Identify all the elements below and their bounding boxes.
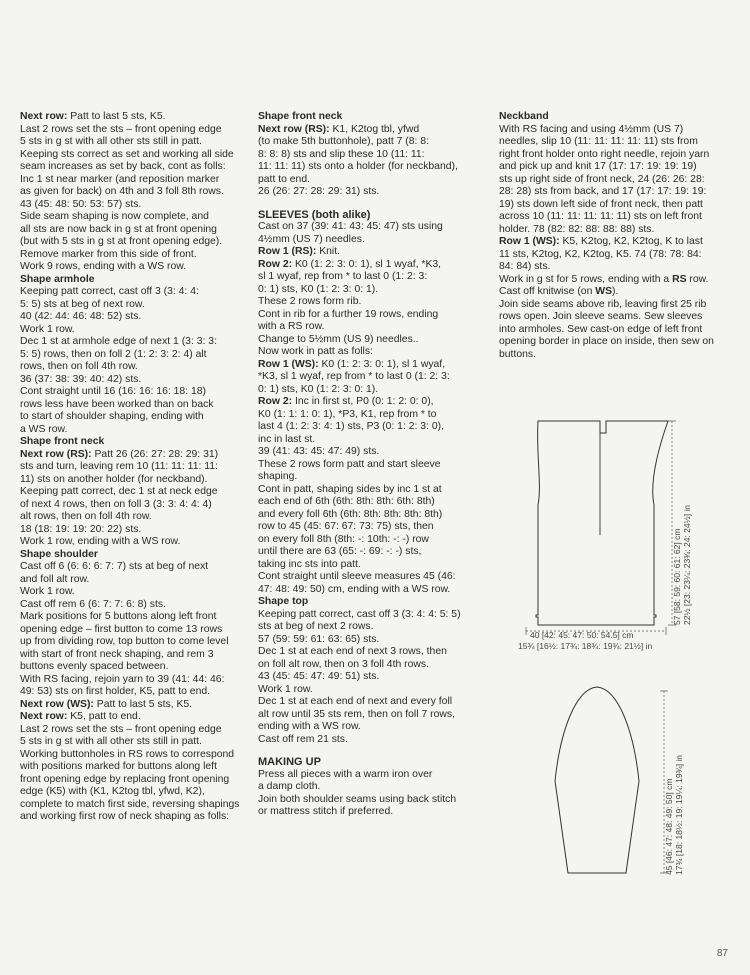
page-number: 87	[716, 948, 728, 959]
paragraph-text: K0 (1: 2: 3: 0: 1), sl 1 wyaf, *K3, sl 1 wyaf, rep from * to last 0 (1: 2: 3: 0: 1) sts, K0 (1: 2: 3: 0: 1). These 2 rows form rib. Cont in rib for a further 19 rows, ending with a RS row. Change to 5½mm (US 9) needles.. Now work in patt as folls:	[258, 258, 442, 357]
row-label: Next row (RS):	[20, 448, 92, 460]
paragraph	[258, 124, 480, 199]
subheading: Shape shoulder	[20, 548, 98, 560]
paragraph-text: Inc in first st, P0 (0: 1: 2: 0: 0), K0 (1: 1: 1: 0: 1), *P3, K1, rep from * to last 4 (1: 2: 3: 4: 1) sts, P3 (0: 1: 2: 3: 0), inc in last st. 39 (41: 43: 45: 47: 49) sts. These 2 rows form patt and start sleeve shaping. Cont in patt, shaping sides by inc 1 st at each end of 6th (6th: 8th: 8th: 6th: 8th) and every foll 6th (6th: 8th: 8th: 8th: 8th) row to 45 (45: 67: 67: 73: 75) sts, then on every foll 8th (8th: -: 10th: -: -) row until there are 63 (65: -: 69: -: -) sts, taking inc sts into patt. Cont straight until sleeve measures 45 (46: 47: 48: 49: 50) cm, ending with a WS row.	[258, 396, 456, 595]
subheading: Shape front neck	[20, 436, 105, 447]
sleeve-outline	[555, 687, 639, 873]
paragraph-text: Knit.	[316, 246, 340, 257]
paragraph	[258, 359, 480, 397]
paragraph-text: Press all pieces with a warm iron over a damp cloth. Join both shoulder seams using back stitch or mattress stitch if preferred.	[258, 768, 457, 817]
row-label: Row 1 (WS):	[499, 236, 560, 247]
paragraph-text: Keeping patt correct, cast off 3 (3: 4: 4: 5: 5) sts at beg of next row. 40 (42: 44: 46: 48: 52) sts. Work 1 row. Dec 1 st at armhole edge of next 1 (3: 3: 3: 5: 5) rows, then on foll 2 (1: 2: 3: 2: 4) alt rows, then on foll 4th row. 36 (37: 38: 39: 40: 42) sts. Cont straight until 16 (16: 16: 16: 18: 18) rows less have been worked than on back to start of shoulder shaping, ending with a WS row.	[20, 286, 217, 435]
paragraph-text: K1, K2tog tbl, yfwd (to make 5th buttonhole), patt 7 (8: 8: 8: 8: 8) sts and slip these 10 (11: 11: 11: 11: 11) sts onto a holder (for neckband), patt to end. 26 (26: 27: 28: 29: 31) sts.	[258, 123, 458, 197]
paragraph	[20, 711, 248, 824]
paragraph-text: Patt 26 (26: 27: 28: 29: 31) sts and turn, leaving rem 10 (11: 11: 11: 11: 11) sts on another holder (for neckband). Keeping patt correct, dec 1 st at neck edge of next 4 rows, then on foll 3 (3: 3: 4: 4: 4) alt rows, then on foll 4th row. 18 (18: 19: 19: 20: 22) sts. Work 1 row, ending with a WS row.	[20, 448, 219, 547]
paragraph	[258, 769, 480, 819]
column-2	[258, 111, 480, 819]
paragraph-text: Join side seams above rib, leaving first 25 rib rows open. Join sleeve seams. Sew sleeves into armholes. Sew cast-on edge of left front opening border in place on inside, then sew on buttons.	[499, 298, 714, 360]
row-label: Row 1 (WS):	[258, 358, 319, 370]
paragraph-text: Keeping patt correct, cast off 3 (3: 4: 4: 5: 5) sts at beg of next 2 rows. 57 (59: 59: 61: 63: 65) sts. Dec 1 st at each end of next 3 rows, then on foll alt row, then on 3 foll 4th rows. 43 (45: 45: 47: 49: 51) sts. Work 1 row. Dec 1 st at each end of next and every foll alt row until 35 sts rem, then on foll 7 rows, ending with a WS row. Cast off rem 21 sts.	[258, 608, 461, 745]
paragraph	[258, 609, 480, 747]
paragraph	[20, 699, 248, 712]
paragraph	[258, 246, 480, 259]
row-label: Next row:	[20, 111, 68, 122]
paragraph-text: ).	[612, 286, 619, 297]
subheading: Neckband	[499, 111, 549, 122]
subheading: Shape front neck	[258, 111, 343, 122]
paragraph	[499, 299, 731, 362]
column-1	[20, 111, 248, 824]
paragraph-text: Cast off 6 (6: 6: 6: 7: 7) sts at beg of next and foll alt row. Work 1 row. Cast off rem 6 (6: 7: 7: 6: 8) sts. Mark positions for 5 buttons along left front opening edge – first button to come 13 rows up from dividing row, top button to come level with start of front neck shaping, and rem 3 buttons evenly spaced between. With RS facing, rejoin yarn to 39 (41: 44: 46: 49: 53) sts on first holder, K5, patt to end.	[20, 561, 229, 697]
row-label: Next row:	[20, 711, 68, 722]
inline-bold: RS	[672, 273, 687, 285]
row-label: Next row (WS):	[20, 698, 94, 710]
paragraph-text: Patt to last 5 sts, K5.	[93, 698, 193, 710]
paragraph	[20, 561, 248, 699]
paragraph	[20, 286, 248, 436]
body-outline	[536, 421, 668, 625]
row-label: Row 1 (RS):	[258, 246, 317, 257]
garment-diagram	[500, 415, 740, 895]
paragraph	[258, 221, 480, 246]
paragraph-text: K0 (1: 2: 3: 0: 1), sl 1 wyaf, *K3, sl 1 wyaf, rep from * to last 0 (1: 2: 3: 0: 1) sts, K0 (1: 2: 3: 0: 1).	[258, 358, 450, 395]
column-3	[499, 111, 731, 361]
body-height-inches: 22½ [23: 23¼: 23¾: 24: 24½] in	[682, 504, 692, 625]
subheading: Shape top	[258, 596, 309, 607]
paragraph	[258, 396, 480, 596]
paragraph-text: K5, K2tog, K2, K2tog, K to last 11 sts, K2tog, K2, K2tog, K5. 74 (78: 78: 84: 84: 84) sts. Work in g st for 5 rows, ending with a	[499, 236, 703, 285]
sleeve-length-inches: 17¾ [18: 18½: 19: 19¼: 19¾] in	[674, 754, 684, 875]
row-label: Row 2:	[258, 396, 293, 407]
paragraph	[258, 259, 480, 359]
section-heading: MAKING UP	[258, 756, 321, 768]
paragraph-text: Patt to last 5 sts, K5. Last 2 rows set the sts – front opening edge 5 sts in g st with all other sts still in patt. Keeping sts correct as set and working all side seam increases as set by back, cont as folls: Inc 1 st near marker (and reposition marker as given for back) on 4th and 3 foll 8th rows. 43 (45: 48: 50: 53: 57) sts. Side seam shaping is now complete, and all sts are now back in g st at front opening (but with 5 sts in g st at front opening edge). Remove marker from this side of front. Work 9 rows, ending with a WS row.	[20, 111, 234, 272]
row-label: Row 2:	[258, 258, 293, 270]
section-heading: SLEEVES (both alike)	[258, 208, 371, 221]
row-label: Next row (RS):	[258, 123, 330, 135]
paragraph-text: With RS facing and using 4½mm (US 7) needles, slip 10 (11: 11: 11: 11: 11) sts from right front holder onto right needle, rejoin yarn and pick up and knit 17 (17: 17: 19: 19: 19) sts up right side of front neck, 24 (26: 26: 28: 28: 28) sts from back, and 17 (17: 17: 19: 19: 19) sts down left side of front neck, then patt across 10 (11: 11: 11: 11: 11) sts on left front holder. 78 (82: 82: 88: 88: 88) sts.	[499, 123, 710, 235]
body-width-label: 40 [42: 45: 47: 50: 54.5] cm	[530, 630, 634, 640]
paragraph-text: Cast on 37 (39: 41: 43: 45: 47) sts using 4½mm (US 7) needles.	[258, 221, 443, 245]
sleeve-length-label: 45 [46: 47: 48: 49: 50] cm	[664, 778, 674, 875]
paragraph	[499, 124, 731, 237]
body-height-label: 57 [58: 59: 60: 61: 62] cm	[672, 528, 682, 625]
body-width-inches: 15¾ [16½: 17¾: 18¾: 19¾: 21½] in	[518, 641, 653, 651]
paragraph-text: row. Cast off knitwise (on	[499, 273, 709, 297]
inline-bold: WS	[595, 286, 613, 297]
paragraph-text: K5, patt to end. Last 2 rows set the sts – front opening edge 5 sts in g st with all other sts still in patt. Working buttonholes in RS rows to correspond with positions marked for buttons along left front opening edge by replacing front opening edge (K5) with (K1, K2tog tbl, yfwd, K2), complete to match first side, reversing shapings and working first row of neck shaping as folls:	[20, 711, 240, 822]
paragraph	[499, 236, 731, 299]
paragraph	[20, 111, 248, 274]
paragraph	[20, 449, 248, 549]
subheading: Shape armhole	[20, 273, 95, 285]
